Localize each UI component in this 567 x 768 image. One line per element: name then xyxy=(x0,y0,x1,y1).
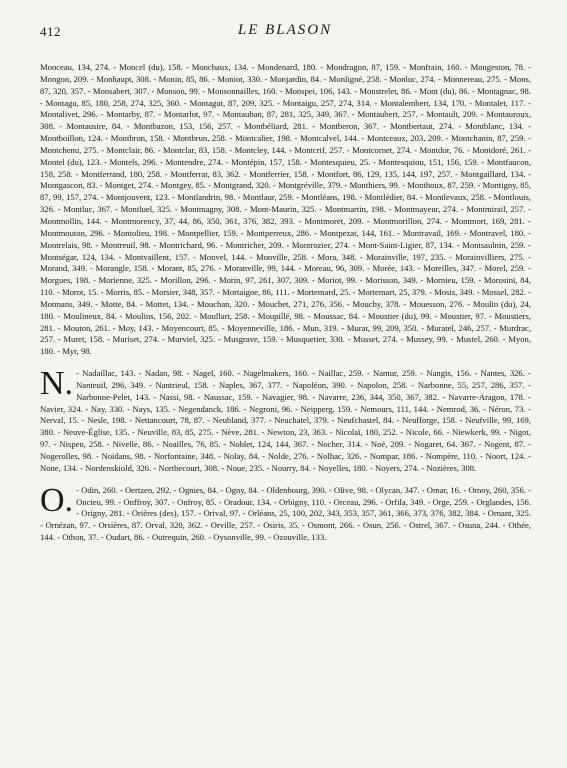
page-number: 412 xyxy=(40,24,61,39)
section-initial-n: N. xyxy=(40,365,74,403)
section-initial-o: O. xyxy=(40,481,74,519)
page-header xyxy=(40,22,530,44)
index-section-m xyxy=(40,62,531,358)
index-entries-o: - Odin, 260. - Oertzen, 292. - Ognies, 84. - Ogny, 84. - Oldenbourg, 390. - Olive, 98. - Olycan, 347. - Omar, 16. - Omoy, 260, 356. - Oncieu, 99. - Onffroy, 307. - Onfroy, 85. - Oradour, 134. - Orbigny, 110. - Orceau, 296. - Orfila, 349. - Orge, 259. - Orglandes, 156. - Origny, 281. - Orières (des), 157. - Orival, 97. - Orléans, 25, 100, 202, 343, 353, 357, 361, 366, 373, 376, 382, 384. - Ornant, 325. - Ornézan, 97. - Orsières, 87. Orval, 320, 362. - Orville, 257. - Osiris, 35. - Osmont, 266. - Osun, 256. - Ostrel, 367. - Osuna, 244. - Othée, 144. - Othon, 37. - Oudart, 86. - Outrequin, 260. - Oysonville, 99. - Ozouville, 133. xyxy=(40,484,531,543)
index-section-n xyxy=(40,365,531,475)
index-body xyxy=(40,62,531,544)
index-section-o xyxy=(40,481,531,544)
index-entries-n: - Nadaillac, 143. - Nadan, 98. - Nagel, 160. - Nagelmakers, 160. - Naillac, 259. - Namur, 259. - Nangis, 156. - Nantes, 326. - Nanteuil, 296, 349. - Nantrieul, 158. - Naples, 367, 377. - Napoléon, 390. - Napolon, 258. - Narbonne, 55, 257, 286, 357. - Narbonne-Pelet, 143. - Nassi, 98. - Naussac, 159. - Navagier, 98. - Navarre, 236, 344, 350, 367, 382. - Navarre-Aragon, 178. - Navier, 324. - Nay, 330. - Nays, 135. - Negendanck, 186. - Negroni, 96. - Neipperg, 159. - Nemours, 111, 144. - Nemrod, 36. - Néron, 73. - Nerval, 15. - Nesle, 198. - Nettancourt, 78, 87. - Neubland, 377. - Neuchatel, 379. - Neufchastel, 84. - Neufforge, 158. - Neufville, 99, 169, 380. - Neuve-Église, 135. - Neuville, 83, 85, 275. - Nève, 281. - Newton, 23, 363. - Nicolaï, 180, 252. - Nicole, 66. - Niewkerk, 99. - Nigot, 97. - Nispen, 258. - Nivelle, 86. - Noailles, 76, 85. - Noblet, 124, 144, 367. - Nocher, 314. - Noé, 209. - Nogaret, 64. 367. - Nogent, 87. - Nogerolles, 98. - Noidans, 98. - Norfontaine, 348. - Nolay, 84. - Nolde, 276. - Nolhac, 326. - Nompar, 186. - Nompère, 110. - Noort, 124. - None, 134. - Nordenskiold, 326. - Nortbecourt, 308. - Noue, 235. - Nourry, 84. - Noyelles, 180. - Noyers, 274. - Nozières, 308. xyxy=(40,368,531,473)
index-entries-m: Monceau, 134, 274. - Moncel (du), 158. - Monchaux, 134. - Mondenard, 180. - Mondragon, 87, 159. - Monfrain, 160. - Mongeston, 78. - Mongon, 209. - Monhaupt, 308. - Monin, 85, 86. - Moniot, 330. - Monjardin, 84. - Monligné, 258. - Monluc, 274. - Monnereau, 275. - Mons, 87, 320, 357. - Monsabert, 307. - Monson, 99. - Monsonnailles, 160. - Monspei, 106, 143. - Monstrelet, 86. - Mont (du), 86. - Montagnac, 98. - Montagu, 85, 180, 258, 274, 325, 360. - Montagut, 87, 209, 325. - Montaigu, 257, 274, 314. - Montalembert, 134, 170. - Montalet, 117. - Montalivet, 296. - Montarby, 87. - Montarlot, 97. - Montauban, 87, 281, 325, 349, 367. - Montaubert, 257. - Montault, 209. - Montauroux, 308. - Montausire, 84. - Montbazon, 153, 156, 257. - Montbéliard, 281. - Montberon, 367. - Montbertaut, 274. - Montblanc, 134. - Montboillon, 124. - Montbron, 158. - Montbrun, 258. - Montcalier, 198. - Montcalvel, 144. - Montceaux, 203, 209. - Montchanin, 87, 259. - Montchenu, 275. - Montclair, 86. - Montclar, 83, 158. - Montcley, 144. - Montcrif, 257. - Montcornet, 274. - Montdor, 76. - Montdoré, 261. - Montel (du), 123. - Montels, 296. - Montendre, 274. - Montépin, 157, 158. - Montesquieu, 25. - Montesquiou, 151, 156, 159. - Montfaucon, 158, 258. - Montferrand, 180, 258. - Montferrat, 83, 362. - Montferrier, 158. - Montfort, 86, 129, 135, 144, 197, 257. - Montgaillard, 134. - Montgascon, 83. - Montget, 274. - Montgey, 85. - Montgrand, 320. - Montgréville, 379. - Monthiers, 99. - Monthoux, 87, 259. - Montigny, 85, 87, 99, 157, 274. - Montjouvent, 123. - Montlandrin, 98. - Montlaur, 259. - Montléans, 198. - Montlédier, 84. - Montlevaux, 258. - Montlouis, 326. - Montluc, 367. - Montluel, 325. - Montmagny, 308. - Mont-Maurin, 325. - Montmartin, 198. - Montmayeur, 274. - Montmirail, 257. - Montmollin, 144. - Montmorency, 37, 44, 86, 350, 361, 376, 382, 393. - Montmoret, 209. - Montmorillon, 274. - Montmort, 169, 281. - Montmouton, 296. - Montolieu, 198. - Montpellier, 159. - Montperreux, 286. - Montpezat, 144, 161. - Montravail, 169. - Montravel, 180. - Montrelais, 98. - Montreuil, 98. - Montrichard, 96. - Montricher, 209. - Montrozier, 274. - Mont-Saint-Ligier, 87, 134. - Montsaulnin, 259. - Montségar, 124, 134. - Montvaillent, 157. - Monvel, 144. - Monville, 258. - Mora, 348. - Morainville, 197, 235. - Morainvilliers, 275. - Morand, 349. - Morangle, 158. - Morant, 85, 276. - Moranville, 99, 144. - Moreau, 96, 309. - Morée, 143. - Moreilles, 347. - Morel, 259. - Morgues, 198. - Morienne, 325. - Morillon, 296. - Morin, 97, 261, 307, 309. - Moriot, 99. - Morisson, 349. - Mornieu, 159. - Morosini, 84, 110. - Morot, 15. - Morris, 85. - Morsier, 348, 357. - Mortaigne, 86, 111. - Mortemard, 25. - Mortemart, 25, 379. - Mosis, 349. - Mossel, 282. - Motmans, 349. - Motte, 84. - Mottet, 134. - Mouchan, 320. - Mouchet, 271, 276, 356. - Mouchy, 378. - Mouesson, 276. - Moulin (du), 24, 180. - Moulineux, 84. - Moulins, 156, 202. - Moullart, 258. - Moupillé, 98. - Moussac, 84. - Moustier (du), 99. - Moustier, 97. - Moustiers, 281. - Mouton, 261. - Moy, 143. - Moyencourt, 85. - Moyenneville, 186. - Mun, 319. - Murat, 99, 209, 350. - Muratel, 246, 257. - Murdrac, 257. - Muret, 158. - Muriset, 274. - Murviel, 325. - Musgrave, 159. - Musquetier, 330. - Musset, 274. - Mussey, 99. - Mustel, 260. - Myon, 180. - Myr, 98. xyxy=(40,62,531,357)
running-title: LE BLASON xyxy=(237,22,333,38)
